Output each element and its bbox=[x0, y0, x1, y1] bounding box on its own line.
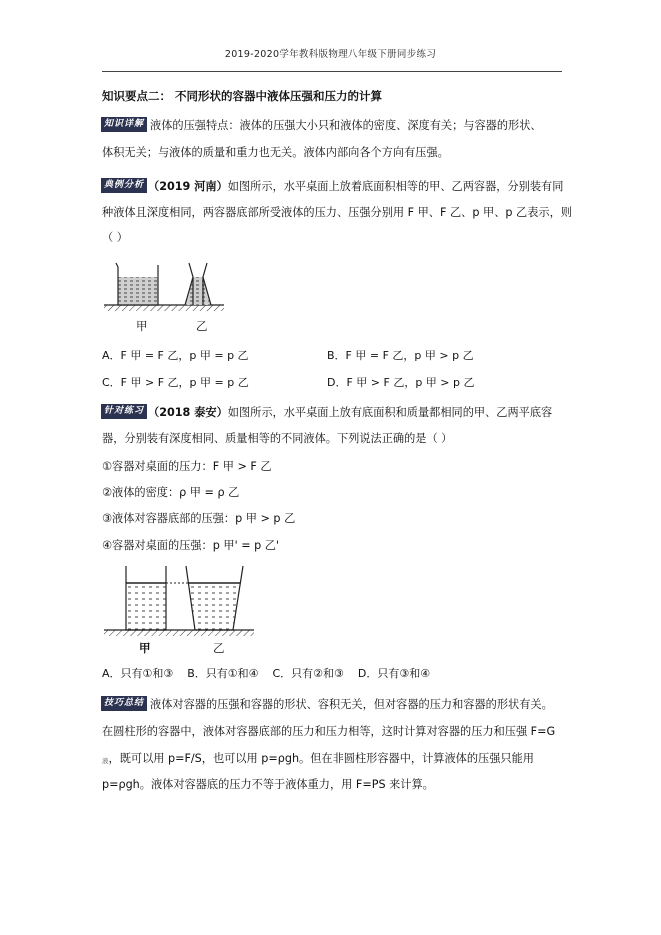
practice-statement-4: ④容器对桌面的压强：p 甲' = p 乙' bbox=[102, 539, 280, 552]
knowledge-badge: 知识详解 bbox=[101, 117, 147, 132]
tips-badge: 技巧总结 bbox=[101, 696, 147, 711]
practice-question bbox=[148, 400, 552, 426]
example-option-a: A．F 甲 = F 乙，p 甲 = p 乙 bbox=[102, 349, 249, 362]
example-question bbox=[148, 174, 563, 200]
table-surface bbox=[104, 305, 224, 311]
knowledge-line-1: 液体的压强特点：液体的压强大小只和液体的密度、深度有关；与容器的形状、 bbox=[150, 119, 542, 132]
example-line-1: 如图所示，水平桌面上放着底面积相等的甲、乙两容器，分别装有同 bbox=[227, 180, 564, 193]
example-option-c: C．F 甲 > F 乙，p 甲 = p 乙 bbox=[102, 376, 249, 389]
container-jia-liquid-2 bbox=[126, 583, 166, 630]
practice-line-1: 如图所示，水平桌面上放有底面积和质量都相同的甲、乙两平底容 bbox=[227, 406, 553, 419]
practice-label-yi: 乙 bbox=[213, 641, 225, 655]
tips-line-3 bbox=[102, 746, 534, 775]
tips-line-1: 液体对容器的压强和容器的形状、容积无关，但对容器的压力和容器的形状有关。 bbox=[150, 698, 553, 711]
practice-statement-3: ③液体对容器底部的压强：p 甲 > p 乙 bbox=[102, 512, 296, 525]
example-line-3: （ ） bbox=[102, 231, 128, 244]
practice-badge: 针对练习 bbox=[101, 404, 147, 419]
example-badge: 典例分析 bbox=[101, 178, 147, 193]
practice-label-jia: 甲 bbox=[139, 641, 151, 655]
example-label-yi: 乙 bbox=[196, 319, 208, 333]
practice-figure bbox=[100, 560, 260, 640]
practice-line-2: 器，分别装有深度相同、质量相等的不同液体。下列说法正确的是（ ） bbox=[102, 432, 453, 445]
knowledge-line-2: 体积无关；与液体的质量和重力也无关。液体内部向各个方向有压强。 bbox=[102, 146, 449, 159]
example-source: （2019 河南） bbox=[148, 180, 228, 193]
container-yi-liquid-2 bbox=[188, 583, 240, 630]
tips-line-4: p=ρgh。液体对容器底的压力不等于液体重力，用 F=PS 来计算。 bbox=[102, 778, 434, 791]
tips-line-2: 在圆柱形的容器中，液体对容器底部的压力和压力相等，这时计算对容器的压力和压强 F=G bbox=[102, 725, 556, 738]
practice-options: A．只有①和③ B．只有①和④ C．只有②和③ D．只有③和④ bbox=[102, 667, 431, 680]
header-divider bbox=[102, 71, 562, 72]
practice-statement-2: ②液体的密度：ρ 甲 = ρ 乙 bbox=[102, 486, 240, 499]
page-header: 2019-2020学年教科版物理八年级下册同步练习 bbox=[224, 49, 437, 60]
tips-line-3-text: ，既可以用 p=F/S，也可以用 p=ρgh。但在非圆柱形容器中，计算液体的压强只能用 bbox=[108, 752, 534, 765]
example-figure bbox=[100, 255, 230, 320]
example-option-b: B．F 甲 = F 乙，p 甲 > p 乙 bbox=[327, 349, 474, 362]
practice-source: （2018 泰安） bbox=[148, 406, 228, 419]
example-option-d: D．F 甲 > F 乙，p 甲 > p 乙 bbox=[327, 376, 475, 389]
table-surface-2 bbox=[104, 630, 254, 636]
example-label-jia: 甲 bbox=[136, 319, 148, 333]
section-title: 知识要点二： 不同形状的容器中液体压强和压力的计算 bbox=[102, 89, 383, 103]
practice-statement-1: ①容器对桌面的压力：F 甲 > F 乙 bbox=[102, 460, 272, 473]
example-line-2: 种液体且深度相同，两容器底部所受液体的压力、压强分别用 F 甲、F 乙、p 甲、p 乙表示，则 bbox=[102, 206, 572, 219]
tips-subscript-liquid: 液 bbox=[102, 757, 109, 765]
